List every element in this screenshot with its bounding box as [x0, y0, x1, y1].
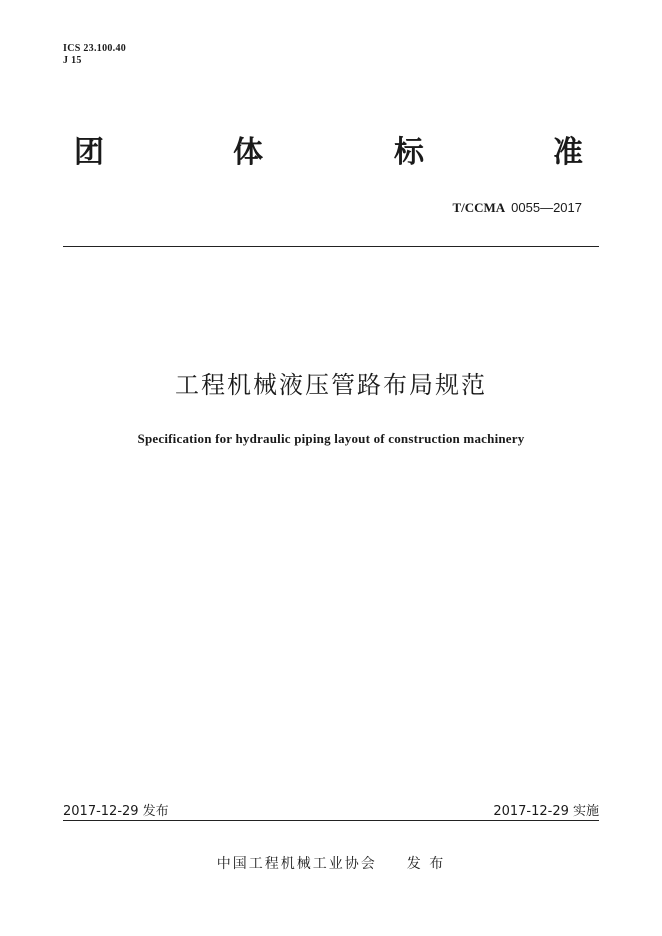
standard-code: T/CCMA — [452, 200, 506, 215]
ccs-code: J 15 — [63, 55, 82, 66]
publisher-org: 中国工程机械工业协会 — [216, 856, 377, 872]
standard-number — [452, 200, 582, 216]
publisher-action: 发 布 — [406, 856, 446, 872]
chinese-title: 工程机械液压管路布局规范 — [175, 371, 487, 399]
standard-type-char-1: 团 — [74, 135, 104, 170]
standard-type-char-4: 准 — [553, 135, 583, 170]
standard-serial: 0055—2017 — [511, 200, 582, 215]
ics-code: ICS 23.100.40 — [63, 43, 127, 54]
header-divider — [63, 246, 599, 247]
standard-type-char-2: 体 — [233, 135, 263, 170]
publish-date: 2017-12-29 发布 — [63, 804, 169, 819]
implement-date: 2017-12-29 实施 — [493, 804, 599, 819]
footer-divider — [63, 820, 599, 821]
standard-type-char-3: 标 — [394, 135, 424, 170]
english-title: Specification for hydraulic piping layout of construction machinery — [137, 431, 525, 446]
publisher-line — [0, 853, 662, 873]
